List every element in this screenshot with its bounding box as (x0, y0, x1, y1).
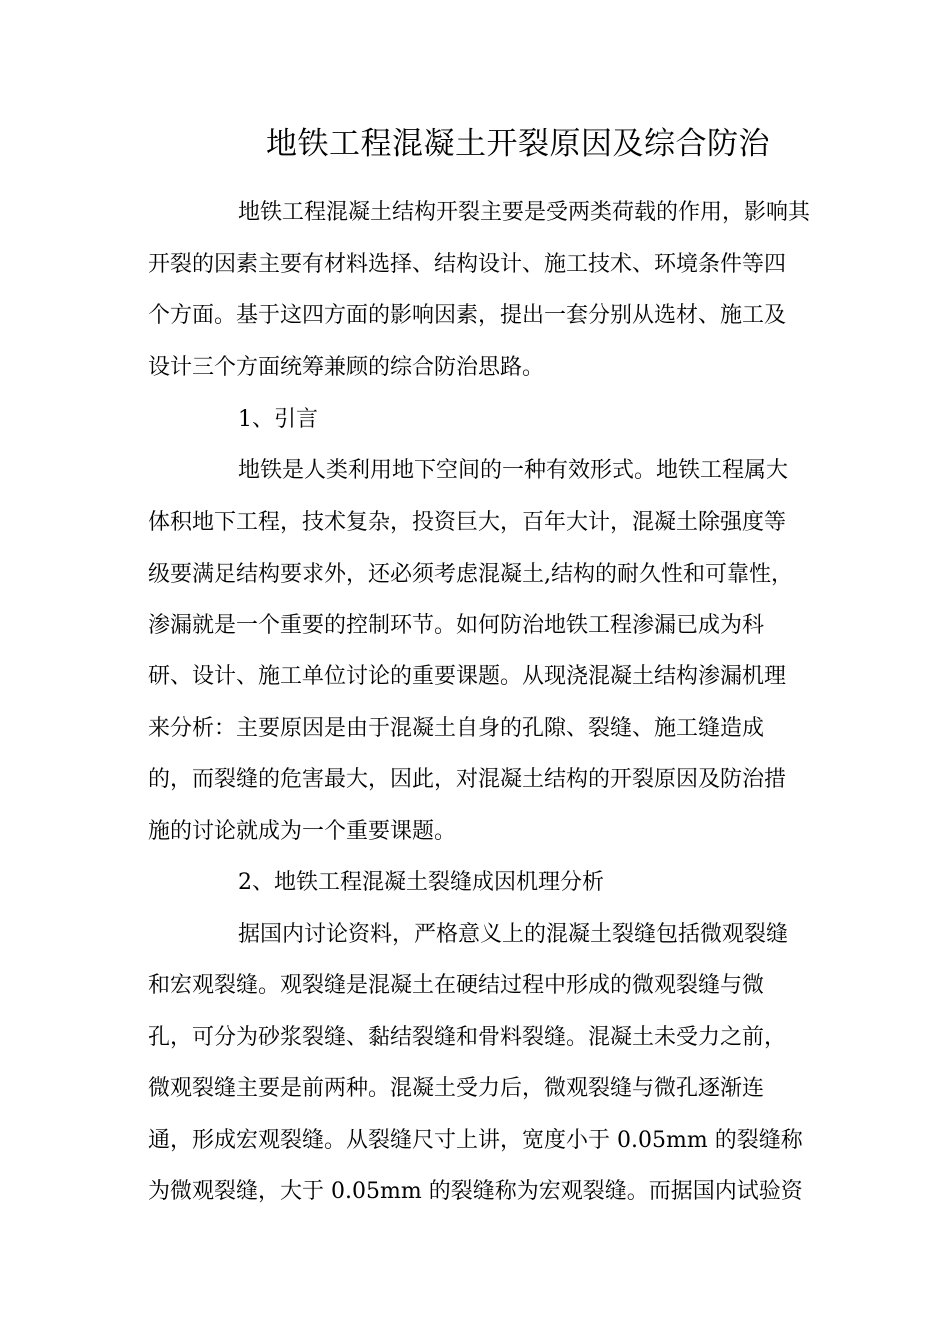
paragraph-line: 地铁是人类利用地下空间的一种有效形式。地铁工程属大 (238, 458, 789, 483)
paragraph-line: 为微观裂缝，大于 0.05mm 的裂缝称为宏观裂缝。而据国内试验资 (148, 1179, 803, 1204)
paragraph-line: 孔，可分为砂浆裂缝、黏结裂缝和骨料裂缝。混凝土未受力之前， (148, 1025, 787, 1050)
document-title: 地铁工程混凝土开裂原因及综合防治 (266, 126, 770, 162)
paragraph-line: 研、设计、施工单位讨论的重要课题。从现浇混凝土结构渗漏机理 (148, 664, 787, 689)
abstract-line: 开裂的因素主要有材料选择、结构设计、施工技术、环境条件等四 (148, 252, 787, 277)
abstract-line: 设计三个方面统筹兼顾的综合防治思路。 (148, 355, 545, 380)
section-heading: 1、引言 (238, 407, 318, 432)
paragraph-line: 通，形成宏观裂缝。从裂缝尺寸上讲，宽度小于 0.05mm 的裂缝称 (148, 1128, 803, 1153)
abstract-line: 个方面。基于这四方面的影响因素，提出一套分别从选材、施工及 (148, 303, 787, 328)
paragraph-line: 施的讨论就成为一个重要课题。 (148, 819, 457, 844)
paragraph-line: 渗漏就是一个重要的控制环节。如何防治地铁工程渗漏已成为科 (148, 613, 765, 638)
abstract-line: 地铁工程混凝土结构开裂主要是受两类荷载的作用，影响其 (238, 200, 811, 225)
paragraph-line: 据国内讨论资料，严格意义上的混凝土裂缝包括微观裂缝 (238, 922, 789, 947)
paragraph-line: 级要满足结构要求外，还必须考虑混凝土,结构的耐久性和可靠性， (148, 562, 793, 587)
paragraph-line: 来分析：主要原因是由于混凝土自身的孔隙、裂缝、施工缝造成 (148, 716, 765, 741)
paragraph-line: 体积地下工程，技术复杂，投资巨大，百年大计，混凝土除强度等 (148, 510, 787, 535)
section-heading: 2、地铁工程混凝土裂缝成因机理分析 (238, 870, 604, 895)
paragraph-line: 微观裂缝主要是前两种。混凝土受力后，微观裂缝与微孔逐渐连 (148, 1076, 765, 1101)
paragraph-line: 的，而裂缝的危害最大，因此，对混凝土结构的开裂原因及防治措 (148, 767, 787, 792)
paragraph-line: 和宏观裂缝。观裂缝是混凝土在硬结过程中形成的微观裂缝与微 (148, 973, 765, 998)
